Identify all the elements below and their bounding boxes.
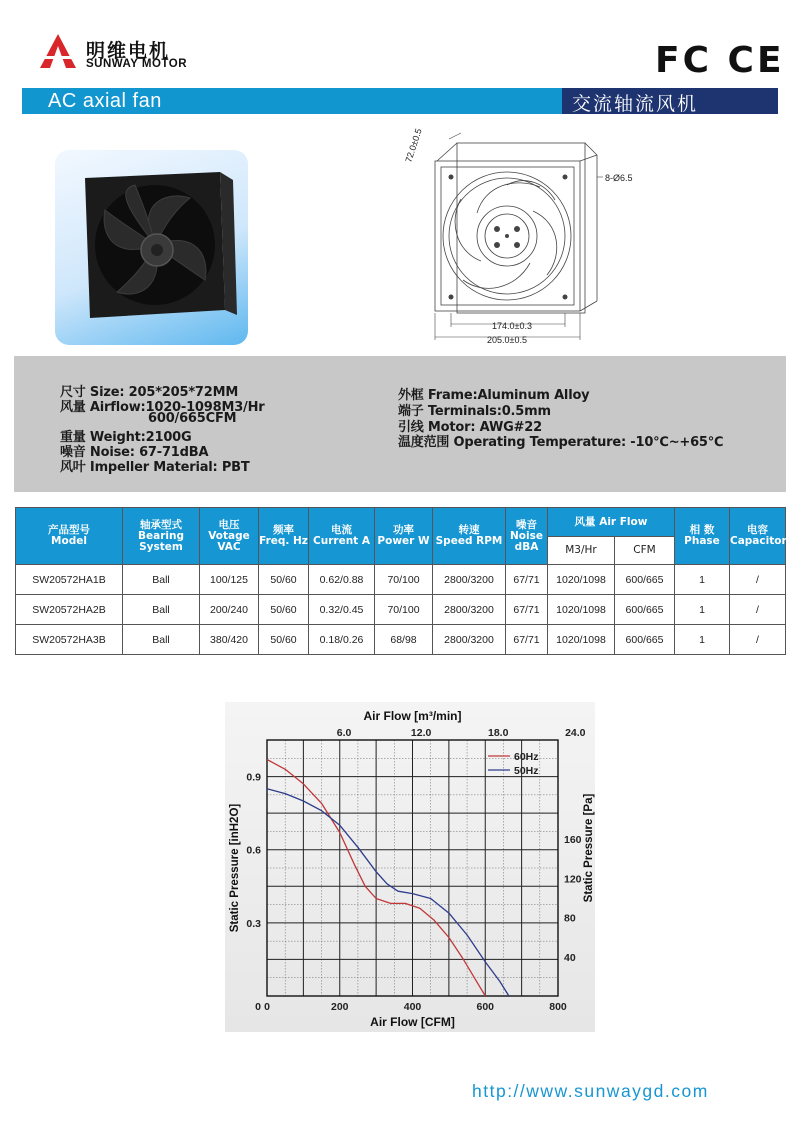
table-cell: 68/98 [375, 625, 433, 655]
table-cell: SW20572HA2B [16, 595, 123, 625]
table-cell: 1 [675, 565, 730, 595]
dimension-drawing [365, 125, 655, 360]
table-cell: 67/71 [506, 625, 548, 655]
col-header-airflow-cfm: CFM [615, 537, 675, 565]
y-tick-label: 0.3 [246, 917, 261, 930]
table-cell: 0.18/0.26 [309, 625, 375, 655]
table-cell: Ball [123, 565, 200, 595]
table-cell: Ball [123, 595, 200, 625]
col-header-frequency: 频率 Freq. Hz [259, 508, 309, 565]
certification-marks: FC CE [655, 40, 785, 81]
table-cell: 200/240 [200, 595, 259, 625]
table-cell: / [730, 565, 786, 595]
spec-noise: 噪音 Noise: 67-71dBA [60, 445, 209, 460]
spec-airflow-cfm: 600/665CFM [148, 411, 237, 426]
spec-frame: 外框 Frame:Aluminum Alloy [398, 388, 590, 403]
col-header-phase: 相 数 Phase [675, 508, 730, 565]
legend-label-60Hz: 60Hz [514, 751, 539, 763]
table-cell: SW20572HA3B [16, 625, 123, 655]
product-title-cn: 交流轴流风机 [572, 93, 699, 115]
table-row [16, 625, 786, 655]
table-cell: 0.62/0.88 [309, 565, 375, 595]
table-cell: 2800/3200 [433, 595, 506, 625]
table-cell: 2800/3200 [433, 565, 506, 595]
table-cell: Ball [123, 625, 200, 655]
col-header-noise: 噪音 Noise dBA [506, 508, 548, 565]
top-tick-label: 6.0 [336, 727, 352, 739]
table-cell: 1020/1098 [548, 565, 615, 595]
y-tick-label: 0.9 [246, 771, 261, 784]
table-row [16, 595, 786, 625]
table-cell: 380/420 [200, 625, 259, 655]
table-cell: 67/71 [506, 595, 548, 625]
table-cell: 50/60 [259, 565, 309, 595]
legend-label-50Hz: 50Hz [514, 765, 539, 777]
right-tick-label: 120 [564, 873, 582, 886]
table-cell: 67/71 [506, 565, 548, 595]
table-cell: 1020/1098 [548, 595, 615, 625]
drawing-width-label: 205.0±0.5 [487, 335, 527, 345]
table-cell: / [730, 625, 786, 655]
spec-motor: 引线 Motor: AWG#22 [398, 420, 542, 435]
x-tick-label: 400 [403, 1001, 422, 1013]
website-url[interactable]: http://www.sunwaygd.com [472, 1081, 709, 1101]
y-axis-title: Static Pressure [inH2O] [229, 803, 241, 933]
brand-name-en: SUNWAY MOTOR [86, 58, 187, 70]
table-cell: 70/100 [375, 565, 433, 595]
table-cell: 1020/1098 [548, 625, 615, 655]
table-cell: 0.32/0.45 [309, 595, 375, 625]
col-header-voltage: 电压 Votage VAC [200, 508, 259, 565]
spec-impeller: 风叶 Impeller Material: PBT [60, 460, 250, 475]
right-tick-label: 80 [564, 912, 576, 925]
x-tick-label: 600 [476, 1001, 495, 1013]
table-cell: 600/665 [615, 625, 675, 655]
col-header-airflow: 风量 Air Flow [548, 508, 675, 537]
pq-curve-chart [225, 702, 595, 1032]
table-row [16, 565, 786, 595]
table-cell: 600/665 [615, 565, 675, 595]
spec-temperature: 温度范围 Operating Temperature: -10℃~+65℃ [398, 435, 724, 450]
table-cell: 100/125 [200, 565, 259, 595]
col-header-bearing: 轴承型式 Bearing System [123, 508, 200, 565]
table-cell: 50/60 [259, 595, 309, 625]
table-cell: 50/60 [259, 625, 309, 655]
top-tick-label: 24.0 [565, 727, 586, 739]
table-cell: 1 [675, 595, 730, 625]
drawing-holes-label: 8-Ø6.5 [605, 173, 633, 183]
table-cell: 600/665 [615, 595, 675, 625]
top-tick-label: 18.0 [488, 727, 509, 739]
table-cell: SW20572HA1B [16, 565, 123, 595]
drawing-hole-spacing-label: 174.0±0.3 [492, 321, 532, 331]
product-title-en: AC axial fan [48, 90, 162, 112]
brand-name-cn: 明维电机 [86, 40, 171, 62]
product-title-bar [22, 88, 778, 114]
x-tick-label: 200 [330, 1001, 349, 1013]
spec-terminals: 端子 Terminals:0.5mm [398, 404, 551, 419]
col-header-speed: 转速 Speed RPM [433, 508, 506, 565]
col-header-model: 产品型号 Model [16, 508, 123, 565]
spec-size: 尺寸 Size: 205*205*72MM [60, 385, 239, 400]
col-header-airflow-m3hr: M3/Hr [548, 537, 615, 565]
y-tick-label: 0.6 [246, 844, 261, 857]
top-tick-label: 12.0 [410, 727, 432, 739]
fan-photo-illustration [55, 150, 248, 345]
right-tick-label: 160 [564, 834, 582, 847]
x-axis-title: Air Flow [CFM] [370, 1015, 455, 1029]
specifications-panel [14, 356, 786, 492]
model-table [15, 507, 786, 655]
col-header-current: 电流 Current A [309, 508, 375, 565]
spec-airflow: 风量 Airflow:1020-1098M3/Hr [60, 400, 265, 415]
right-tick-label: 40 [564, 951, 576, 964]
drawing-thickness-label: 72.0±0.5 [403, 127, 424, 164]
spec-weight: 重量 Weight:2100G [60, 430, 192, 445]
table-cell: 70/100 [375, 595, 433, 625]
sunway-logo-icon [38, 32, 78, 70]
x-tick-label: 800 [549, 1001, 567, 1013]
y-tick-label-zero: 0 [255, 1001, 261, 1013]
page-header [0, 0, 800, 85]
product-title-cn-box [562, 88, 778, 114]
right-axis-title: Static Pressure [Pa] [583, 793, 595, 903]
product-photo [55, 150, 248, 345]
col-header-capacitor: 电容 Capacitor [730, 508, 786, 565]
table-cell: 2800/3200 [433, 625, 506, 655]
table-cell: / [730, 595, 786, 625]
top-axis-title: Air Flow [m³/min] [363, 709, 462, 723]
table-cell: 1 [675, 625, 730, 655]
x-tick-label: 0 [264, 1001, 270, 1013]
col-header-power: 功率 Power W [375, 508, 433, 565]
